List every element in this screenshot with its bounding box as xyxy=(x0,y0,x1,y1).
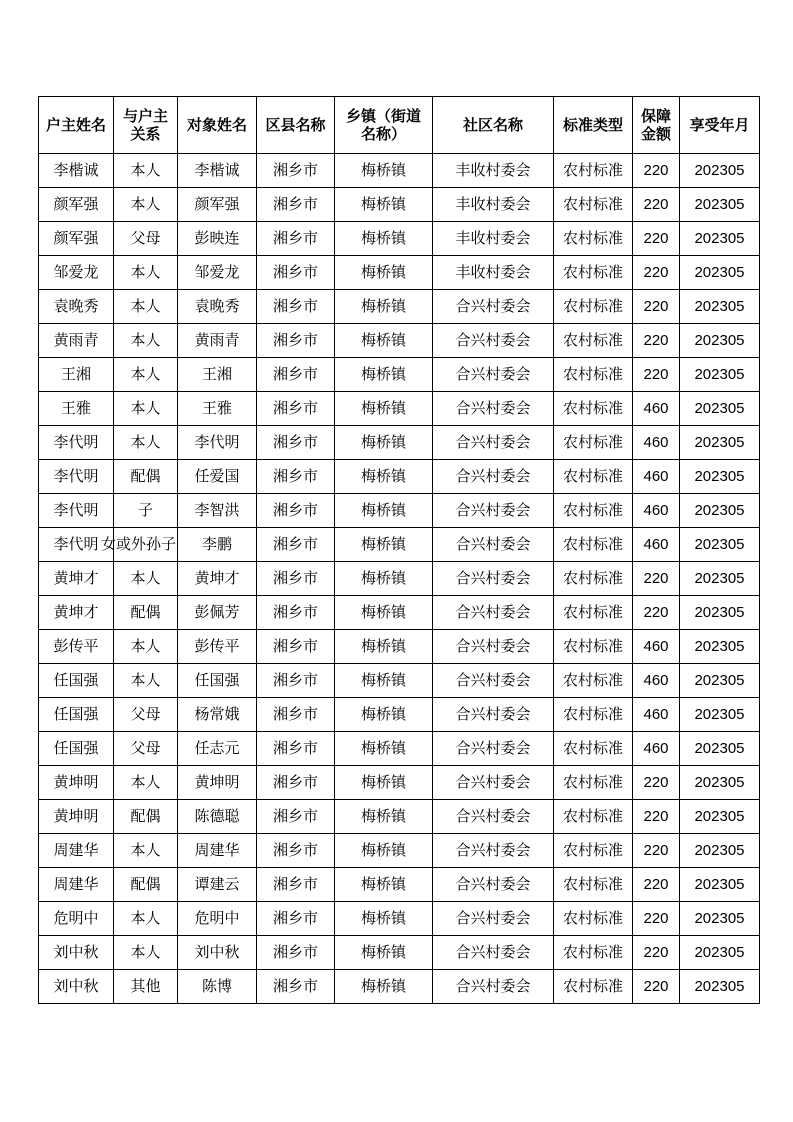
cell-month: 202305 xyxy=(680,188,760,222)
cell-subject: 李代明 xyxy=(178,426,257,460)
cell-householder: 袁晚秀 xyxy=(39,290,114,324)
table-row xyxy=(39,426,760,460)
cell-subject: 陈博 xyxy=(178,970,257,1004)
cell-standard: 农村标准 xyxy=(554,426,633,460)
cell-subject: 黄坤明 xyxy=(178,766,257,800)
cell-community: 合兴村委会 xyxy=(433,460,554,494)
header-relation-line1: 与户主 xyxy=(122,107,168,125)
cell-community: 合兴村委会 xyxy=(433,392,554,426)
cell-householder: 任国强 xyxy=(39,732,114,766)
cell-amount: 220 xyxy=(633,834,680,868)
table-row xyxy=(39,188,760,222)
table-row xyxy=(39,868,760,902)
cell-month: 202305 xyxy=(680,902,760,936)
cell-town: 梅桥镇 xyxy=(335,188,433,222)
cell-month: 202305 xyxy=(680,698,760,732)
cell-relation: 本人 xyxy=(114,324,178,358)
cell-relation: 本人 xyxy=(114,766,178,800)
cell-standard: 农村标准 xyxy=(554,800,633,834)
cell-householder: 王湘 xyxy=(39,358,114,392)
cell-relation: 配偶 xyxy=(114,800,178,834)
cell-relation: 本人 xyxy=(114,630,178,664)
cell-community: 合兴村委会 xyxy=(433,630,554,664)
table-row xyxy=(39,256,760,290)
cell-county: 湘乡市 xyxy=(257,256,335,290)
header-town-line1: 乡镇（街道 xyxy=(345,107,421,125)
table-row xyxy=(39,154,760,188)
cell-month: 202305 xyxy=(680,596,760,630)
cell-householder: 黄坤明 xyxy=(39,800,114,834)
header-row xyxy=(39,97,760,154)
cell-subject: 任国强 xyxy=(178,664,257,698)
cell-relation: 本人 xyxy=(114,562,178,596)
cell-month: 202305 xyxy=(680,834,760,868)
header-month: 享受年月 xyxy=(680,97,760,154)
cell-county: 湘乡市 xyxy=(257,664,335,698)
cell-relation: 本人 xyxy=(114,664,178,698)
cell-standard: 农村标准 xyxy=(554,528,633,562)
cell-community: 合兴村委会 xyxy=(433,528,554,562)
cell-community: 合兴村委会 xyxy=(433,868,554,902)
cell-county: 湘乡市 xyxy=(257,970,335,1004)
header-town-line2: 名称） xyxy=(360,125,406,143)
header-relation xyxy=(114,97,178,154)
cell-town: 梅桥镇 xyxy=(335,596,433,630)
cell-standard: 农村标准 xyxy=(554,392,633,426)
cell-householder: 黄雨青 xyxy=(39,324,114,358)
cell-relation: 其他 xyxy=(114,970,178,1004)
cell-amount: 220 xyxy=(633,222,680,256)
cell-amount: 220 xyxy=(633,766,680,800)
cell-amount: 220 xyxy=(633,936,680,970)
cell-standard: 农村标准 xyxy=(554,222,633,256)
cell-town: 梅桥镇 xyxy=(335,630,433,664)
cell-amount: 460 xyxy=(633,494,680,528)
cell-month: 202305 xyxy=(680,358,760,392)
header-amount xyxy=(633,97,680,154)
cell-standard: 农村标准 xyxy=(554,460,633,494)
cell-standard: 农村标准 xyxy=(554,188,633,222)
cell-standard: 农村标准 xyxy=(554,596,633,630)
cell-month: 202305 xyxy=(680,222,760,256)
cell-householder: 李代明 xyxy=(39,528,114,562)
cell-county: 湘乡市 xyxy=(257,290,335,324)
cell-county: 湘乡市 xyxy=(257,528,335,562)
cell-town: 梅桥镇 xyxy=(335,290,433,324)
cell-householder: 黄坤明 xyxy=(39,766,114,800)
cell-month: 202305 xyxy=(680,528,760,562)
cell-relation: 本人 xyxy=(114,392,178,426)
cell-amount: 220 xyxy=(633,358,680,392)
cell-county: 湘乡市 xyxy=(257,936,335,970)
cell-town: 梅桥镇 xyxy=(335,392,433,426)
cell-relation: 本人 xyxy=(114,902,178,936)
cell-community: 合兴村委会 xyxy=(433,834,554,868)
cell-subject: 袁晚秀 xyxy=(178,290,257,324)
cell-month: 202305 xyxy=(680,392,760,426)
cell-county: 湘乡市 xyxy=(257,460,335,494)
cell-subject: 彭传平 xyxy=(178,630,257,664)
cell-relation: 本人 xyxy=(114,188,178,222)
cell-town: 梅桥镇 xyxy=(335,902,433,936)
table-row xyxy=(39,834,760,868)
cell-subject: 黄坤才 xyxy=(178,562,257,596)
cell-community: 丰收村委会 xyxy=(433,154,554,188)
cell-subject: 李鹏 xyxy=(178,528,257,562)
cell-standard: 农村标准 xyxy=(554,868,633,902)
cell-householder: 颜军强 xyxy=(39,222,114,256)
cell-community: 合兴村委会 xyxy=(433,936,554,970)
cell-month: 202305 xyxy=(680,324,760,358)
cell-amount: 220 xyxy=(633,256,680,290)
cell-standard: 农村标准 xyxy=(554,154,633,188)
assistance-roster-table xyxy=(38,96,760,1004)
cell-amount: 220 xyxy=(633,324,680,358)
cell-amount: 220 xyxy=(633,902,680,936)
table-row xyxy=(39,732,760,766)
cell-amount: 220 xyxy=(633,188,680,222)
cell-month: 202305 xyxy=(680,290,760,324)
cell-relation-text: 女或外孙子 xyxy=(100,535,176,553)
cell-county: 湘乡市 xyxy=(257,698,335,732)
table-row xyxy=(39,392,760,426)
cell-standard: 农村标准 xyxy=(554,902,633,936)
cell-amount: 460 xyxy=(633,528,680,562)
cell-community: 合兴村委会 xyxy=(433,698,554,732)
cell-householder: 李代明 xyxy=(39,426,114,460)
cell-subject: 危明中 xyxy=(178,902,257,936)
cell-subject: 李楷诚 xyxy=(178,154,257,188)
header-community: 社区名称 xyxy=(433,97,554,154)
table-row xyxy=(39,698,760,732)
cell-subject: 邹爱龙 xyxy=(178,256,257,290)
cell-town: 梅桥镇 xyxy=(335,834,433,868)
table-row xyxy=(39,222,760,256)
cell-standard: 农村标准 xyxy=(554,494,633,528)
header-amount-line2: 金额 xyxy=(640,125,671,143)
cell-relation: 配偶 xyxy=(114,596,178,630)
cell-town: 梅桥镇 xyxy=(335,256,433,290)
cell-county: 湘乡市 xyxy=(257,732,335,766)
cell-amount: 220 xyxy=(633,562,680,596)
cell-town: 梅桥镇 xyxy=(335,800,433,834)
cell-town: 梅桥镇 xyxy=(335,970,433,1004)
cell-county: 湘乡市 xyxy=(257,800,335,834)
header-county: 区县名称 xyxy=(257,97,335,154)
cell-relation: 本人 xyxy=(114,358,178,392)
cell-town: 梅桥镇 xyxy=(335,664,433,698)
cell-month: 202305 xyxy=(680,562,760,596)
cell-month: 202305 xyxy=(680,766,760,800)
cell-relation: 本人 xyxy=(114,154,178,188)
cell-town: 梅桥镇 xyxy=(335,766,433,800)
table-row xyxy=(39,460,760,494)
cell-community: 合兴村委会 xyxy=(433,596,554,630)
cell-town: 梅桥镇 xyxy=(335,868,433,902)
cell-subject: 李智洪 xyxy=(178,494,257,528)
table-row xyxy=(39,358,760,392)
cell-subject: 任志元 xyxy=(178,732,257,766)
cell-community: 合兴村委会 xyxy=(433,800,554,834)
cell-amount: 220 xyxy=(633,154,680,188)
cell-amount: 460 xyxy=(633,630,680,664)
table-header xyxy=(39,97,760,154)
cell-month: 202305 xyxy=(680,868,760,902)
cell-county: 湘乡市 xyxy=(257,426,335,460)
cell-amount: 460 xyxy=(633,698,680,732)
cell-householder: 危明中 xyxy=(39,902,114,936)
cell-amount: 220 xyxy=(633,596,680,630)
header-subject: 对象姓名 xyxy=(178,97,257,154)
cell-town: 梅桥镇 xyxy=(335,324,433,358)
cell-county: 湘乡市 xyxy=(257,868,335,902)
cell-town: 梅桥镇 xyxy=(335,698,433,732)
cell-amount: 460 xyxy=(633,664,680,698)
cell-householder: 李楷诚 xyxy=(39,154,114,188)
cell-community: 合兴村委会 xyxy=(433,324,554,358)
cell-subject: 王湘 xyxy=(178,358,257,392)
header-amount-line1: 保障 xyxy=(640,107,671,125)
cell-community: 合兴村委会 xyxy=(433,664,554,698)
cell-standard: 农村标准 xyxy=(554,936,633,970)
cell-town: 梅桥镇 xyxy=(335,732,433,766)
cell-county: 湘乡市 xyxy=(257,630,335,664)
cell-town: 梅桥镇 xyxy=(335,528,433,562)
cell-county: 湘乡市 xyxy=(257,562,335,596)
cell-subject: 彭映连 xyxy=(178,222,257,256)
cell-county: 湘乡市 xyxy=(257,358,335,392)
cell-month: 202305 xyxy=(680,154,760,188)
cell-county: 湘乡市 xyxy=(257,834,335,868)
cell-subject: 彭佩芳 xyxy=(178,596,257,630)
cell-month: 202305 xyxy=(680,426,760,460)
cell-community: 丰收村委会 xyxy=(433,256,554,290)
cell-community: 合兴村委会 xyxy=(433,290,554,324)
cell-subject: 黄雨青 xyxy=(178,324,257,358)
cell-community: 丰收村委会 xyxy=(433,222,554,256)
cell-standard: 农村标准 xyxy=(554,834,633,868)
cell-town: 梅桥镇 xyxy=(335,494,433,528)
cell-relation: 本人 xyxy=(114,936,178,970)
cell-month: 202305 xyxy=(680,256,760,290)
cell-month: 202305 xyxy=(680,732,760,766)
table-row xyxy=(39,528,760,562)
cell-relation: 配偶 xyxy=(114,868,178,902)
cell-householder: 李代明 xyxy=(39,494,114,528)
cell-community: 合兴村委会 xyxy=(433,494,554,528)
cell-amount: 460 xyxy=(633,732,680,766)
cell-community: 合兴村委会 xyxy=(433,766,554,800)
cell-community: 合兴村委会 xyxy=(433,970,554,1004)
cell-householder: 刘中秋 xyxy=(39,970,114,1004)
cell-relation: 父母 xyxy=(114,698,178,732)
cell-relation: 子 xyxy=(114,494,178,528)
cell-community: 合兴村委会 xyxy=(433,358,554,392)
cell-relation: 父母 xyxy=(114,732,178,766)
cell-standard: 农村标准 xyxy=(554,766,633,800)
cell-community: 合兴村委会 xyxy=(433,902,554,936)
cell-county: 湘乡市 xyxy=(257,494,335,528)
header-householder: 户主姓名 xyxy=(39,97,114,154)
cell-householder: 彭传平 xyxy=(39,630,114,664)
cell-amount: 220 xyxy=(633,800,680,834)
cell-householder: 任国强 xyxy=(39,664,114,698)
cell-householder: 邹爱龙 xyxy=(39,256,114,290)
cell-month: 202305 xyxy=(680,800,760,834)
table-row xyxy=(39,596,760,630)
table-row xyxy=(39,494,760,528)
cell-county: 湘乡市 xyxy=(257,766,335,800)
cell-subject: 周建华 xyxy=(178,834,257,868)
cell-month: 202305 xyxy=(680,494,760,528)
cell-relation: 本人 xyxy=(114,256,178,290)
cell-county: 湘乡市 xyxy=(257,596,335,630)
cell-subject: 颜军强 xyxy=(178,188,257,222)
table-row xyxy=(39,664,760,698)
cell-town: 梅桥镇 xyxy=(335,936,433,970)
cell-householder: 王雅 xyxy=(39,392,114,426)
cell-amount: 460 xyxy=(633,392,680,426)
cell-town: 梅桥镇 xyxy=(335,154,433,188)
cell-amount: 220 xyxy=(633,290,680,324)
cell-subject: 王雅 xyxy=(178,392,257,426)
cell-standard: 农村标准 xyxy=(554,970,633,1004)
cell-amount: 460 xyxy=(633,426,680,460)
cell-householder: 刘中秋 xyxy=(39,936,114,970)
cell-householder: 黄坤才 xyxy=(39,562,114,596)
cell-town: 梅桥镇 xyxy=(335,222,433,256)
cell-county: 湘乡市 xyxy=(257,222,335,256)
cell-relation: 本人 xyxy=(114,290,178,324)
table-row xyxy=(39,800,760,834)
cell-community: 合兴村委会 xyxy=(433,732,554,766)
table-row xyxy=(39,936,760,970)
cell-community: 合兴村委会 xyxy=(433,562,554,596)
header-town xyxy=(335,97,433,154)
cell-relation xyxy=(100,528,178,562)
cell-relation: 父母 xyxy=(114,222,178,256)
cell-standard: 农村标准 xyxy=(554,290,633,324)
cell-standard: 农村标准 xyxy=(554,698,633,732)
cell-householder: 颜军强 xyxy=(39,188,114,222)
cell-relation: 本人 xyxy=(114,426,178,460)
cell-town: 梅桥镇 xyxy=(335,562,433,596)
cell-month: 202305 xyxy=(680,970,760,1004)
cell-amount: 220 xyxy=(633,868,680,902)
cell-subject: 陈德聪 xyxy=(178,800,257,834)
cell-county: 湘乡市 xyxy=(257,392,335,426)
cell-relation: 配偶 xyxy=(114,460,178,494)
cell-town: 梅桥镇 xyxy=(335,426,433,460)
cell-community: 丰收村委会 xyxy=(433,188,554,222)
cell-month: 202305 xyxy=(680,936,760,970)
cell-community: 合兴村委会 xyxy=(433,426,554,460)
cell-householder: 周建华 xyxy=(39,868,114,902)
cell-standard: 农村标准 xyxy=(554,562,633,596)
table-row xyxy=(39,290,760,324)
cell-standard: 农村标准 xyxy=(554,358,633,392)
cell-standard: 农村标准 xyxy=(554,324,633,358)
cell-householder: 任国强 xyxy=(39,698,114,732)
cell-town: 梅桥镇 xyxy=(335,460,433,494)
cell-county: 湘乡市 xyxy=(257,902,335,936)
header-standard: 标准类型 xyxy=(554,97,633,154)
table-row xyxy=(39,970,760,1004)
cell-householder: 周建华 xyxy=(39,834,114,868)
cell-standard: 农村标准 xyxy=(554,732,633,766)
cell-standard: 农村标准 xyxy=(554,664,633,698)
table-row xyxy=(39,902,760,936)
table-row xyxy=(39,630,760,664)
cell-amount: 220 xyxy=(633,970,680,1004)
cell-county: 湘乡市 xyxy=(257,188,335,222)
cell-subject: 杨常娥 xyxy=(178,698,257,732)
table-body xyxy=(39,154,760,1004)
cell-relation: 本人 xyxy=(114,834,178,868)
table-row xyxy=(39,562,760,596)
table-row xyxy=(39,324,760,358)
cell-town: 梅桥镇 xyxy=(335,358,433,392)
cell-subject: 谭建云 xyxy=(178,868,257,902)
cell-county: 湘乡市 xyxy=(257,324,335,358)
cell-householder: 李代明 xyxy=(39,460,114,494)
cell-standard: 农村标准 xyxy=(554,630,633,664)
cell-month: 202305 xyxy=(680,630,760,664)
header-relation-line2: 关系 xyxy=(130,125,161,143)
cell-month: 202305 xyxy=(680,664,760,698)
cell-subject: 刘中秋 xyxy=(178,936,257,970)
table-row xyxy=(39,766,760,800)
cell-month: 202305 xyxy=(680,460,760,494)
cell-householder: 黄坤才 xyxy=(39,596,114,630)
cell-amount: 460 xyxy=(633,460,680,494)
cell-standard: 农村标准 xyxy=(554,256,633,290)
cell-subject: 任爱国 xyxy=(178,460,257,494)
cell-county: 湘乡市 xyxy=(257,154,335,188)
